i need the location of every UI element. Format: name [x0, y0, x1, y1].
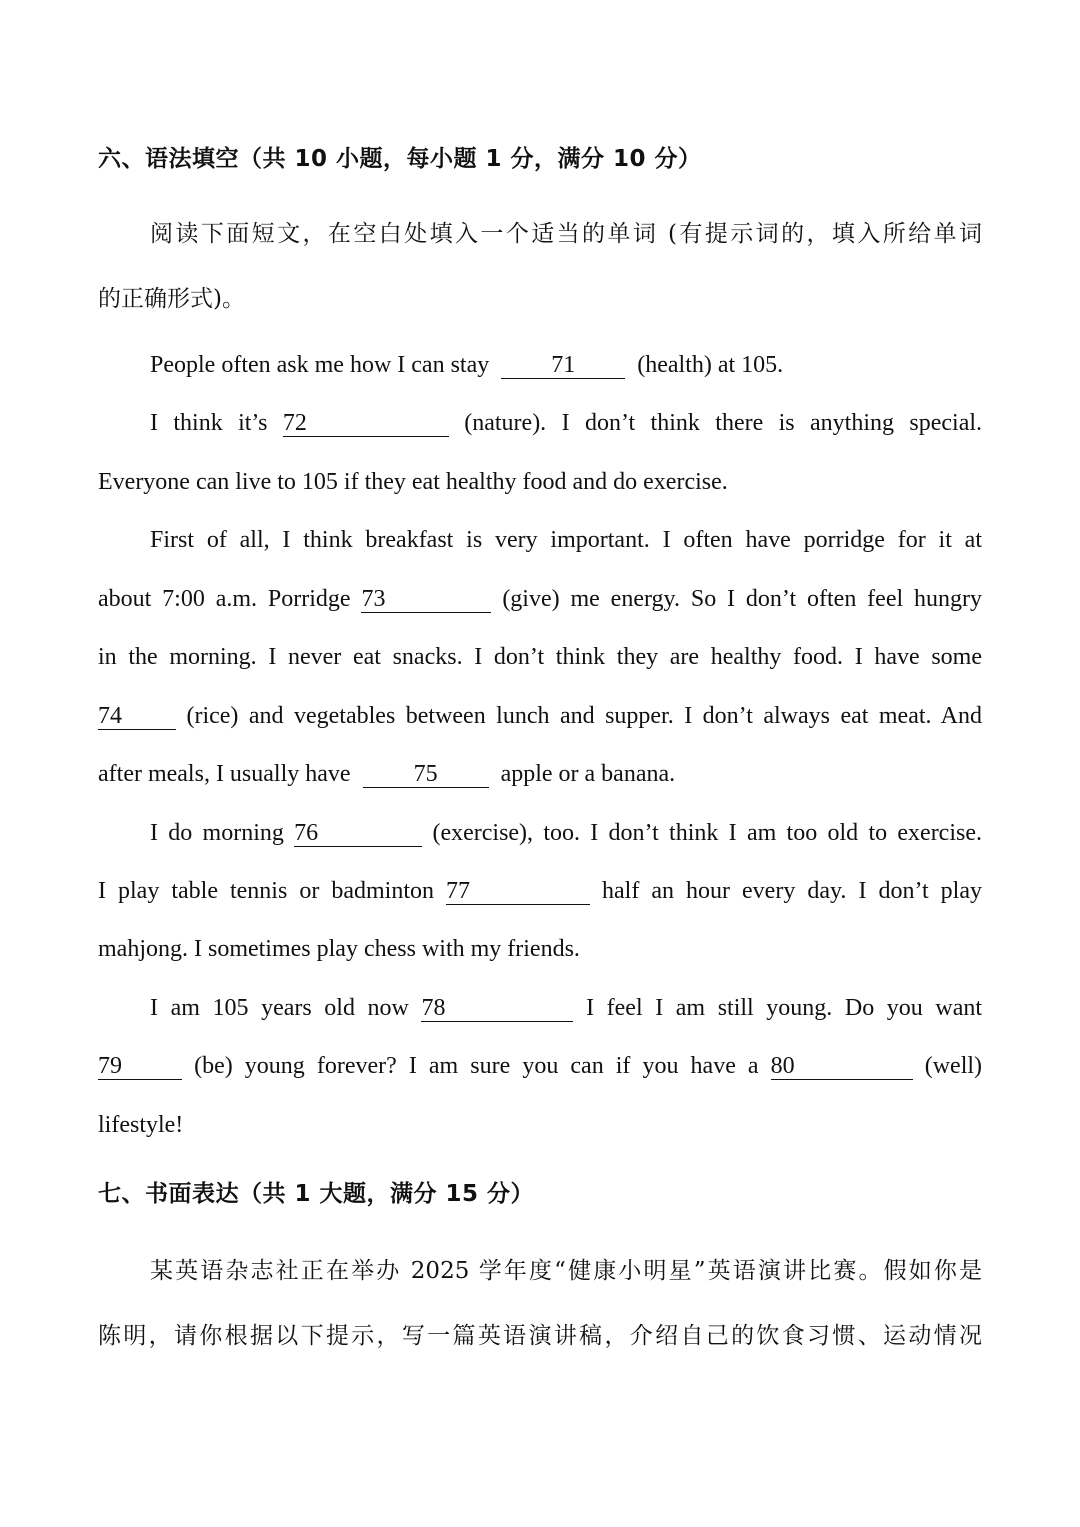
passage-line-p1 — [98, 350, 982, 380]
instruction-line-2: 的正确形式)。 — [98, 286, 245, 312]
passage-line-p4-1 — [98, 818, 982, 848]
passage-line-p4-2 — [98, 876, 982, 906]
blank-77[interactable]: 77 — [446, 878, 590, 905]
blank-79[interactable]: 79 — [98, 1053, 182, 1080]
passage-line-p5-3: lifestyle! — [98, 1112, 184, 1138]
passage-line-p3-2 — [98, 584, 982, 614]
text: half an hour every day. I don’t play — [602, 878, 983, 904]
passage-line-p2-2: Everyone can live to 105 if they eat healthy food and do exercise. — [98, 469, 728, 495]
blank-80[interactable]: 80 — [771, 1053, 913, 1080]
blank-73[interactable]: 73 — [361, 586, 491, 613]
text: (well) — [924, 1053, 983, 1079]
section6-heading: 六、语法填空（共 10 小题，每小题 1 分，满分 10 分） — [98, 146, 702, 172]
blank-75[interactable]: 75 — [363, 761, 489, 788]
text: after meals, I usually have — [98, 761, 351, 787]
text: apple or a banana. — [500, 761, 676, 787]
blank-76[interactable]: 76 — [294, 820, 422, 847]
text: I play table tennis or badminton — [98, 878, 434, 904]
text: about 7:00 a.m. Porridge — [98, 586, 351, 612]
writing-prompt-line-1: 某英语杂志社正在举办 2025 学年度“健康小明星”英语演讲比赛。假如你是 — [150, 1258, 982, 1284]
instruction-line-1: 阅读下面短文，在空白处填入一个适当的单词 (有提示词的，填入所给单词 — [150, 221, 982, 247]
blank-78[interactable]: 78 — [421, 995, 573, 1022]
text: (rice) and vegetables between lunch and supper. I don’t always eat meat. And — [186, 703, 982, 729]
text: I do morning — [150, 820, 284, 846]
blank-72[interactable]: 72 — [283, 410, 449, 437]
passage-line-p3-3: in the morning. I never eat snacks. I don’t think they are healthy food. I have some — [98, 644, 982, 670]
writing-prompt-line-2: 陈明，请你根据以下提示，写一篇英语演讲稿，介绍自己的饮食习惯、运动情况 — [98, 1323, 982, 1349]
passage-line-p3-4 — [98, 701, 982, 731]
text: (be) young forever? I am sure you can if you have a — [194, 1053, 759, 1079]
passage-line-p5-1 — [98, 993, 982, 1023]
text: (health) at 105. — [637, 352, 784, 378]
blank-71[interactable]: 71 — [501, 352, 625, 379]
blank-74[interactable]: 74 — [98, 703, 176, 730]
text: I feel I am still young. Do you want — [586, 995, 983, 1021]
text: (exercise), too. I don’t think I am too old to exercise. — [432, 820, 982, 846]
passage-line-p3-5 — [98, 759, 982, 789]
text: People often ask me how I can stay — [150, 352, 490, 378]
passage-line-p3-1: First of all, I think breakfast is very important. I often have porridge for it at — [150, 527, 982, 553]
passage-line-p4-3: mahjong. I sometimes play chess with my friends. — [98, 936, 580, 962]
passage-line-p5-2 — [98, 1051, 982, 1081]
text: I think it’s — [150, 410, 268, 436]
text: I am 105 years old now — [150, 995, 409, 1021]
text: (nature). I don’t think there is anything special. — [464, 410, 983, 436]
section7-heading: 七、书面表达（共 1 大题，满分 15 分） — [98, 1181, 535, 1207]
text: (give) me energy. So I don’t often feel hungry — [502, 586, 983, 612]
passage-line-p2-1 — [98, 408, 982, 438]
